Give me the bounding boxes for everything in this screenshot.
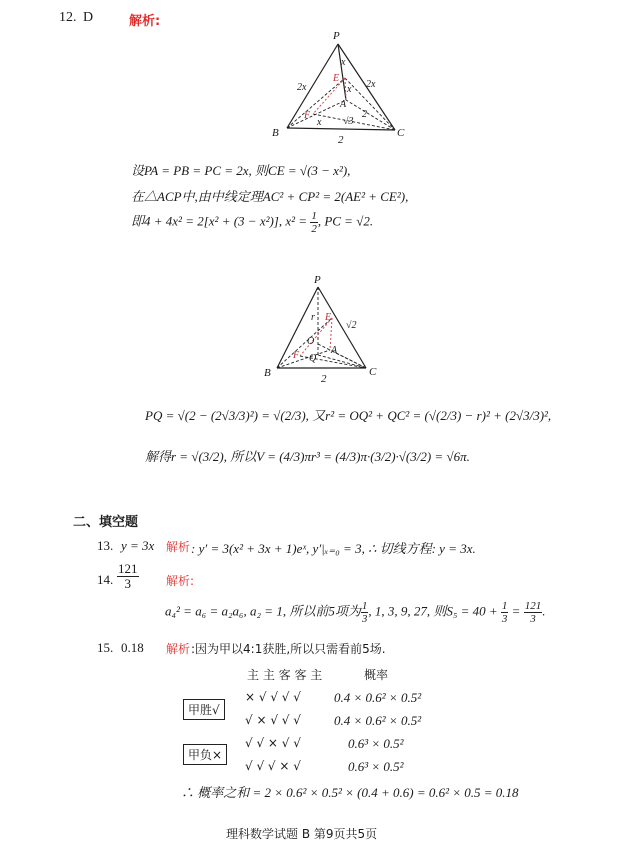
q12-line-1: 设PA = PB = PC = 2x, 则CE = √(3 − x²), <box>131 163 351 178</box>
fig2-label-sqrt2: √2 <box>346 320 357 331</box>
q14-answer <box>117 562 139 592</box>
fig2-label-E: E <box>325 312 332 323</box>
fig1-label-2x-left: 2x <box>297 82 307 93</box>
fig2-label-C: C <box>369 366 377 378</box>
fig1-label-B: B <box>272 127 279 139</box>
page-footer: 理科数学试题 B 第9页共5页 <box>226 827 378 841</box>
q15-text: :因为甲以4:1获胜,所以只需看前5场. <box>191 642 386 656</box>
q14-number: 14. <box>97 572 114 587</box>
fig1-label-C: C <box>397 127 405 139</box>
q14-text-a: a₄² = a₆ = a₂a₆, a₂ = 1, 所以前5项为 <box>165 603 361 619</box>
q15-row-1-marks: × √ √ √ √ <box>245 690 301 704</box>
q15-row-2-prob: 0.4 × 0.6² × 0.5² <box>334 713 422 728</box>
fig1-label-2-bottom: 2 <box>338 134 344 146</box>
q12-line-3-frac-d: 2 <box>311 223 317 236</box>
q15-table-header-prob: 概率 <box>364 668 389 682</box>
fig1-label-sqrt3: √3 <box>343 116 354 127</box>
fig2-label-2-bottom: 2 <box>321 373 327 385</box>
q14-frac2-d: 3 <box>501 613 508 626</box>
fig1-label-2-right: 2 <box>362 109 367 120</box>
fig2-label-O: O <box>307 336 315 347</box>
fig1-label-x-bottom: x <box>317 117 322 128</box>
q15-sum: ∴ 概率之和 = 2 × 0.6² × 0.5² × (0.4 + 0.6) = 0.6² × 0.5 = 0.18 <box>181 785 519 800</box>
q15-row-4-marks: √ √ √ × √ <box>245 759 301 773</box>
fig1-label-E: E <box>333 73 340 84</box>
q13-answer: y = 3x <box>121 538 155 553</box>
q12-analysis-label: 解析: <box>129 14 161 29</box>
q15-table-header-order: 主 主 客 客 主 <box>247 668 323 682</box>
section-2-title: 二、填空题 <box>73 515 139 530</box>
fig1-label-2x-right: 2x <box>366 79 376 90</box>
q12-line-2: 在△ACP中,由中线定理AC² + CP² = 2(AE² + CE²), <box>131 189 409 204</box>
fig1-label-P: P <box>333 30 340 42</box>
fig2-label-A: A <box>331 345 338 356</box>
q14-frac2-n: 1 <box>501 600 508 612</box>
q15-analysis-label: 解析 <box>166 642 191 656</box>
fig2-label-Q: Q <box>309 353 317 364</box>
q15-number: 15. <box>97 640 114 655</box>
q15-row-4-prob: 0.6³ × 0.5² <box>348 759 404 774</box>
q15-win-box: 甲胜√ <box>183 699 225 720</box>
q15-lose-box: 甲负× <box>183 744 227 765</box>
q14-frac3-d: 3 <box>530 613 536 626</box>
q12-line-3 <box>131 210 373 235</box>
q15-row-1-prob: 0.4 × 0.6² × 0.5² <box>334 690 422 705</box>
q12-line-5: 解得r = √(3/2), 所以V = (4/3)πr³ = (4/3)π·(3/2)·√(3/2) = √6π. <box>145 449 470 464</box>
fig2-label-B: B <box>264 367 271 379</box>
fig1-label-x-mid: x <box>347 84 352 95</box>
fig2-label-P: P <box>314 274 321 286</box>
q15-answer: 0.18 <box>121 640 144 655</box>
q15-row-3-prob: 0.6³ × 0.5² <box>348 736 404 751</box>
q13-text: : y′ = 3(x² + 3x + 1)eˣ, y′|ₓ₌₀ = 3, ∴ 切线方程: y = 3x. <box>191 541 476 556</box>
q14-answer-denominator: 3 <box>124 576 131 592</box>
fig1-label-A: A <box>340 99 347 110</box>
q12-number: 12. <box>59 10 77 25</box>
q12-line-3-frac-n: 1 <box>311 210 317 222</box>
q15-row-2-marks: √ × √ √ √ <box>245 713 301 727</box>
q14-analysis-label: 解析: <box>166 574 195 588</box>
q12-line-3-a: 即4 + 4x² = 2[x² + (3 − x²)], x² = <box>131 213 311 229</box>
fig2-label-r: r <box>311 312 315 323</box>
fig1-label-x-top: x <box>341 57 346 68</box>
q14-text-c: = <box>508 603 524 619</box>
q13-number: 13. <box>97 538 114 553</box>
q15-row-3-marks: √ √ × √ √ <box>245 736 301 750</box>
q13-analysis-label: 解析 <box>166 540 191 554</box>
q12-line-3-b: , PC = √2. <box>317 213 374 229</box>
q12-line-4: PQ = √(2 − (2√3/3)²) = √(2/3), 又r² = OQ² + QC² = (√(2/3) − r)² + (2√3/3)², <box>145 408 552 423</box>
q14-answer-numerator: 121 <box>118 561 138 576</box>
q12-answer: D <box>83 10 94 25</box>
q14-frac1-n: 1 <box>361 600 368 612</box>
q14-frac3-n: 121 <box>524 600 542 612</box>
q14-text-b: , 1, 3, 9, 27, 则S₅ = 40 + <box>368 603 501 619</box>
q14-frac1-d: 3 <box>361 613 368 626</box>
fig1-label-F: F <box>304 110 311 121</box>
fig2-label-F: F <box>293 350 300 361</box>
q14-text-d: . <box>542 603 546 619</box>
q14-text <box>165 600 545 625</box>
